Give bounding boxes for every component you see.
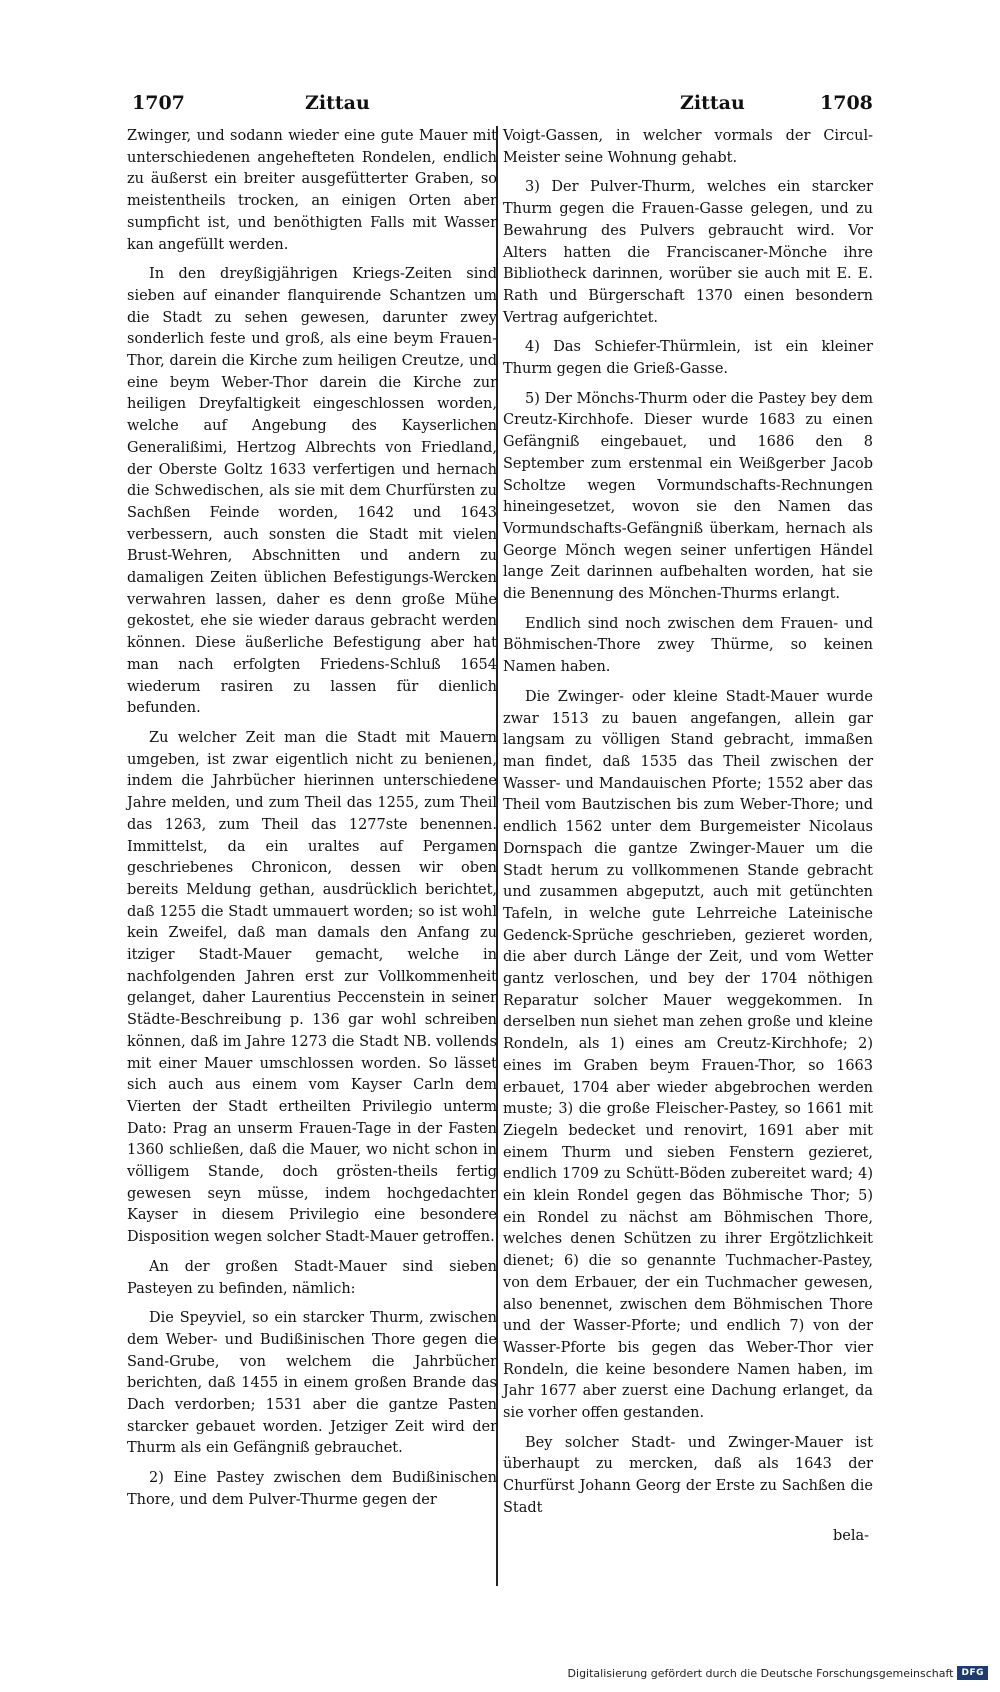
catchword: bela- [832,1527,869,1544]
dfg-logo-icon: DFG [957,1666,988,1680]
paragraph: An der großen Stadt-Mauer sind sieben Pasteyen zu befinden, nämlich: [127,1258,497,1297]
paragraph: 5) Der Mönchs-Thurm oder die Pastey bey dem Creutz-Kirchhofe. Dieser wurde 1683 zu einen Gefängniß eingebauet, und 1686 den 8 September zum erstenmal ein Weißgerber Jacob Scholtze wegen Vormundschafts-Rechnungen hineingesetzet, wovon sie den Namen das Vormundschafts-Gefängniß überkam, hernach als George Mönch wegen seiner unfertigen Händel lange Zeit darinnen aufbehalten worden, hat sie die Benennung des Mönchen-Thurms erlangt. [503,390,873,603]
paragraph: In den dreyßigjährigen Kriegs-Zeiten sind sieben auf einander flanquirende Schantzen um die Stadt zu sehen gewesen, darunter zwey sonderlich feste und groß, als eine beym Frauen-Thor, darein die Kirche zum heiligen Creutze, und eine beym Weber-Thor darein die Kirche zur heiligen Dreyfaltigkeit eingeschlossen worden, welche auf Angebung des Kayserlichen Generalißimi, Hertzog Albrechts von Friedland, der Oberste Goltz 1633 verfertigen und hernach die Schwedischen, als sie mit dem Churfürsten zu Sachßen Feinde worden, 1642 und 1643 verbessern, auch sonsten die Stadt mit vielen Brust-Wehren, Abschnitten und andern zu damaligen Zeiten üblichen Befestigungs-Wercken verwahren lassen, daher es denn große Mühe gekostet, ehe sie wieder daraus gebracht werden können. Diese äußerliche Befestigung aber hat man nach erfolgten Friedens-Schluß 1654 wiederum rasiren zu lassen für dienlich befunden. [127,266,497,717]
paragraph: Voigt-Gassen, in welcher vormals der Circul-Meister seine Wohnung gehabt. [503,128,873,166]
paragraph: Endlich sind noch zwischen dem Frauen- und Böhmischen-Thore zwey Thürme, so keinen Namen haben. [503,615,873,676]
running-title-left: Zittau [305,92,370,114]
right-column [503,126,873,1544]
page-number-right: 1708 [820,92,873,114]
page-number-left: 1707 [132,92,185,114]
footer-text: Digitalisierung gefördert durch die Deutsche Forschungsgemeinschaft [567,1666,954,1680]
digitization-footer [568,1666,988,1680]
paragraph: Bey solcher Stadt- und Zwinger-Mauer ist überhaupt zu mercken, daß als 1643 der Churfürst Johann Georg der Erste zu Sachßen die Stadt [503,1434,873,1516]
paragraph: Die Speyviel, so ein starcker Thurm, zwischen dem Weber- und Budißinischen Thore gegen die Sand-Grube, von welchem die Jahrbücher berichten, daß 1455 in einem großen Brande das Dach verdorben; 1531 aber die gantze Pasten starcker gebauet worden. Jetziger Zeit wird der Thurm als ein Gefängniß gebrauchet. [127,1310,497,1457]
paragraph: 4) Das Schiefer-Thürmlein, ist ein kleiner Thurm gegen die Grieß-Gasse. [503,339,873,378]
paragraph: 2) Eine Pastey zwischen dem Budißinischen Thore, und dem Pulver-Thurme gegen der [127,1470,497,1508]
paragraph: 3) Der Pulver-Thurm, welches ein starcker Thurm gegen die Frauen-Gasse gelegen, und zu Bewahrung des Pulvers gebraucht wird. Vor Alters hatten die Franciscaner-Mönche ihre Bibliotheck darinnen, worüber sie auch mit E. E. Rath und Bürgerschaft 1370 einen besondern Vertrag aufgerichtet. [503,179,873,326]
paragraph: Die Zwinger- oder kleine Stadt-Mauer wurde zwar 1513 zu bauen angefangen, allein gar langsam zu völligen Stand gebracht, immaßen man findet, daß 1535 das Theil zwischen der Wasser- und Mandauischen Pforte; 1552 aber das Theil vom Bautzischen bis zum Weber-Thore; und endlich 1562 unter dem Burgemeister Nicolaus Dornspach die gantze Zwinger-Mauer um die Stadt herum zu vollkommenen Stande gebracht und zusammen abgeputzt, auch mit getünchten Tafeln, in welche gute Lehrreiche Lateinische Gedenck-Sprüche geschrieben, gezieret worden, die aber durch Länge der Zeit, und vom Wetter gantz verloschen, und bey der 1704 nöthigen Reparatur solcher Mauer weggekommen. In derselben nun siehet man zehen große und kleine Rondeln, als 1) eines am Creutz-Kirchhofe; 2) eines im Graben beym Frauen-Thor, so 1663 erbauet, 1704 aber wieder abgebrochen werden muste; 3) die große Fleischer-Pastey, so 1661 mit Ziegeln bedecket und renovirt, 1691 aber mit einem Thurm und sieben Fenstern gezieret, endlich 1709 zu Schütt-Böden zubereitet ward; 4) ein klein Rondel gegen das Böhmische Thor; 5) ein Rondel zu nächst am Böhmischen Thore, welches denen Schützen zu ihrer Ergötzlichkeit dienet; 6) die so genannte Tuchmacher-Pastey, von dem Erbauer, der ein Tuchmacher gewesen, also benennet, zwischen dem Böhmischen Thore und der Wasser-Pforte; und endlich 7) von der Wasser-Pforte bis gegen das Weber-Thor vier Rondeln, die keine besondere Namen haben, im Jahr 1677 aber zuerst eine Dachung erlanget, da sie vorher offen gestanden. [503,688,873,1422]
running-title-right: Zittau [680,92,745,114]
paragraph: Zwinger, und sodann wieder eine gute Mauer mit unterschiedenen angehefteten Rondelen, endlich zu äußerst ein breiter ausgefütterter Graben, so meistentheils trocken, an einigen Orten aber sumpficht ist, und benöthigten Falls mit Wasser kan angefüllt werden. [127,128,497,253]
paragraph: Zu welcher Zeit man die Stadt mit Mauern umgeben, ist zwar eigentlich nicht zu benienen, indem die Jahrbücher hierinnen unterschiedene Jahre melden, und zum Theil das 1255, zum Theil das 1263, zum Theil das 1277ste benennen. Immittelst, da ein uraltes auf Pergamen geschriebenes Chronicon, dessen wir oben bereits Meldung gethan, ausdrücklich berichtet, daß 1255 die Stadt ummauert worden; so ist wohl kein Zweifel, daß man damals den Anfang zu itziger Stadt-Mauer gemacht, welche in nachfolgenden Jahren erst zur Vollkommenheit gelanget, daher Laurentius Peccenstein in seiner Städte-Beschreibung p. 136 gar wohl schreiben können, daß im Jahre 1273 die Stadt NB. vollends mit einer Mauer umschlossen worden. So lässet sich auch aus einem vom Kayser Carln dem Vierten der Stadt ertheilten Privilegio unterm Dato: Prag an unserm Frauen-Tage in der Fasten 1360 schließen, daß die Mauer, wo nicht schon in völligem Stande, doch grösten-theils fertig gewesen seyn müsse, indem hochgedachter Kayser in diesem Privilegio eine besondere Disposition wegen solcher Stadt-Mauer getroffen. [127,729,497,1246]
left-column [127,126,497,1520]
page-header [120,92,880,118]
